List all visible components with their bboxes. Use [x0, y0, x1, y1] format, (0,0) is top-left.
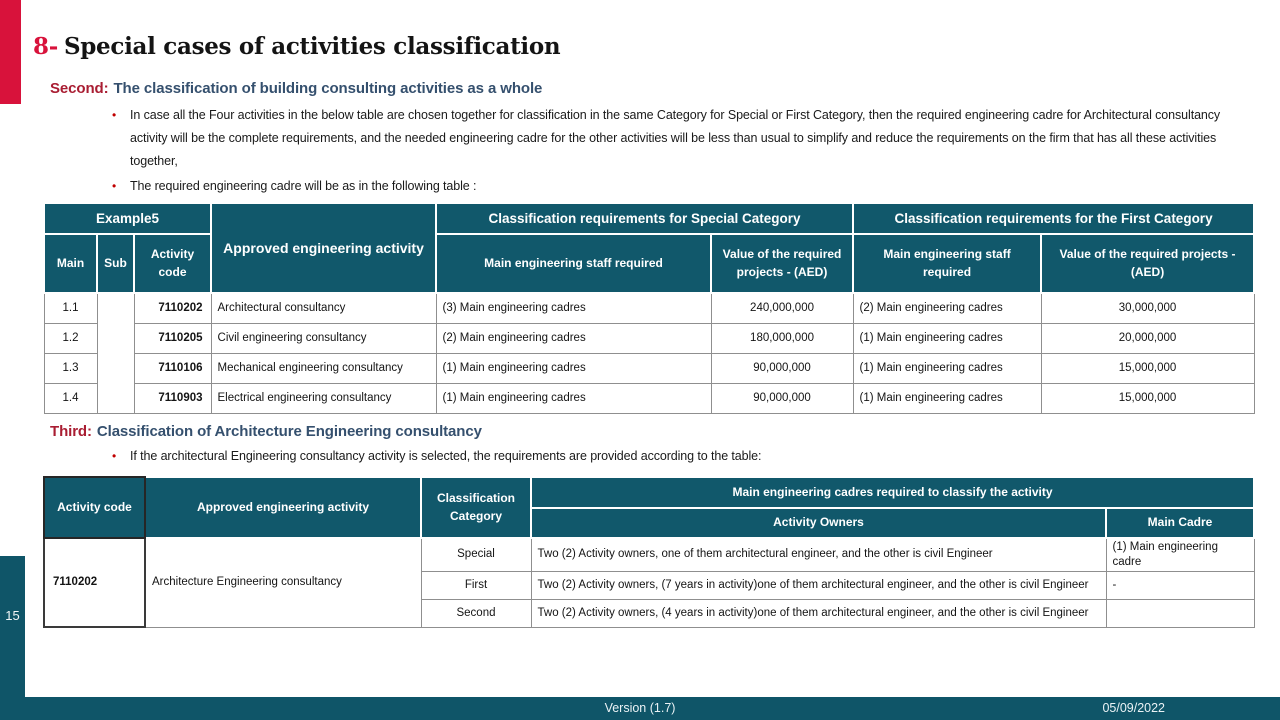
t1-cell-special-value: 240,000,000: [711, 293, 853, 323]
t2-cell-owners: Two (2) Activity owners, (4 years in activity)one of them architectural engineer, and the other is civil Engineer: [531, 599, 1106, 627]
footer-version: Version (1.7): [604, 701, 676, 715]
t2-cell-owners: Two (2) Activity owners, (7 years in activity)one of them architectural engineer, and the other is civil Engineer: [531, 571, 1106, 599]
t1-cell-sub: [97, 293, 134, 413]
t1-cell-first-staff: (2) Main engineering cadres: [853, 293, 1041, 323]
t1-cell-special-staff: (1) Main engineering cadres: [436, 383, 711, 413]
t1-cell-main: 1.3: [44, 353, 97, 383]
t2-cell-main-cadre: (1) Main engineering cadre: [1106, 538, 1254, 571]
building-consulting-classification-table: [43, 202, 1255, 414]
t1-header-special-staff: Main engineering staff required: [436, 234, 711, 293]
t1-header-main: Main: [44, 234, 97, 293]
t1-cell-special-staff: (3) Main engineering cadres: [436, 293, 711, 323]
page-title: [33, 33, 560, 60]
t1-header-special-value: Value of the required projects - (AED): [711, 234, 853, 293]
bullet-list-second: [112, 104, 1258, 200]
page-title-text: Special cases of activities classification: [63, 33, 561, 60]
section-third-label: Third:: [50, 423, 92, 440]
t1-cell-special-value: 90,000,000: [711, 353, 853, 383]
red-accent-bar: [0, 0, 21, 104]
t1-cell-first-staff: (1) Main engineering cadres: [853, 323, 1041, 353]
t1-cell-first-staff: (1) Main engineering cadres: [853, 353, 1041, 383]
t2-header-activity-code: Activity code: [44, 477, 145, 538]
t2-header-owners: Activity Owners: [531, 508, 1106, 538]
t2-cell-category: First: [421, 571, 531, 599]
t1-header-first-staff: Main engineering staff required: [853, 234, 1041, 293]
section-third-heading: [50, 423, 482, 440]
footer-bar: [0, 697, 1280, 720]
t1-cell-special-value: 90,000,000: [711, 383, 853, 413]
t2-header-approved-activity: Approved engineering activity: [145, 477, 421, 538]
t2-header-category: Classification Category: [421, 477, 531, 538]
bullet-text: If the architectural Engineering consultancy activity is selected, the requirements are provided according to the table:: [130, 449, 762, 463]
bullet-icon: •: [112, 108, 117, 122]
t1-cell-code: 7110106: [134, 353, 211, 383]
t2-cell-main-cadre: -: [1106, 571, 1254, 599]
table-row: [44, 538, 1254, 571]
footer-date: 05/09/2022: [1102, 701, 1165, 715]
bullet-list-third: [112, 445, 1258, 470]
t2-header-cadres-group: Main engineering cadres required to classify the activity: [531, 477, 1254, 508]
section-second-heading: [50, 80, 542, 97]
section-second-text: The classification of building consulting activities as a whole: [113, 80, 543, 97]
t1-cell-activity: Civil engineering consultancy: [211, 323, 436, 353]
table-row: [44, 293, 1254, 323]
t1-header-example: Example5: [44, 203, 211, 234]
page-number: 15: [5, 608, 20, 623]
t1-cell-main: 1.1: [44, 293, 97, 323]
table-row: [44, 353, 1254, 383]
section-third-text: Classification of Architecture Engineering consultancy: [96, 423, 482, 440]
t2-header-main-cadre: Main Cadre: [1106, 508, 1254, 538]
t2-cell-activity: Architecture Engineering consultancy: [145, 538, 421, 627]
t1-cell-first-staff: (1) Main engineering cadres: [853, 383, 1041, 413]
bullet-item: [112, 104, 1258, 173]
t1-cell-code: 7110205: [134, 323, 211, 353]
t1-cell-code: 7110202: [134, 293, 211, 323]
t1-header-special-group: Classification requirements for Special Category: [436, 203, 853, 234]
t1-cell-first-value: 30,000,000: [1041, 293, 1254, 323]
t1-cell-activity: Mechanical engineering consultancy: [211, 353, 436, 383]
t2-cell-category: Special: [421, 538, 531, 571]
t1-cell-first-value: 15,000,000: [1041, 353, 1254, 383]
t1-cell-first-value: 20,000,000: [1041, 323, 1254, 353]
t2-cell-code: 7110202: [44, 538, 145, 627]
table-row: [44, 383, 1254, 413]
bullet-icon: •: [112, 179, 117, 193]
t1-header-approved-activity: Approved engineering activity: [211, 203, 436, 293]
t1-cell-first-value: 15,000,000: [1041, 383, 1254, 413]
t1-cell-activity: Electrical engineering consultancy: [211, 383, 436, 413]
bullet-text: The required engineering cadre will be as in the following table :: [130, 179, 477, 193]
bullet-item: [112, 175, 1258, 198]
section-second-label: Second:: [50, 80, 109, 97]
page-title-number: 8-: [33, 33, 58, 60]
t1-cell-special-staff: (1) Main engineering cadres: [436, 353, 711, 383]
t1-header-first-value: Value of the required projects - (AED): [1041, 234, 1254, 293]
page-number-tab: [0, 556, 25, 720]
architecture-consultancy-table: [43, 476, 1255, 628]
t1-cell-code: 7110903: [134, 383, 211, 413]
t1-cell-main: 1.4: [44, 383, 97, 413]
t1-header-first-group: Classification requirements for the First Category: [853, 203, 1254, 234]
t1-cell-special-staff: (2) Main engineering cadres: [436, 323, 711, 353]
t2-cell-category: Second: [421, 599, 531, 627]
bullet-icon: •: [112, 449, 117, 463]
bullet-text: In case all the Four activities in the below table are chosen together for classification in the same Category for Special or First Category, then the required engineering cadre for Architectural consultancy activity will be the complete requirements, and the needed engineering cadre for the other activities will be less than usual to simplify and reduce the requirements on the firm that has all these activities together,: [130, 108, 1221, 168]
t2-cell-main-cadre: [1106, 599, 1254, 627]
t2-cell-owners: Two (2) Activity owners, one of them architectural engineer, and the other is civil Engineer: [531, 538, 1106, 571]
t1-cell-special-value: 180,000,000: [711, 323, 853, 353]
t1-cell-activity: Architectural consultancy: [211, 293, 436, 323]
bullet-item: [112, 445, 1258, 468]
table-row: [44, 323, 1254, 353]
t1-cell-main: 1.2: [44, 323, 97, 353]
t1-header-activity-code: Activity code: [134, 234, 211, 293]
t1-header-sub: Sub: [97, 234, 134, 293]
